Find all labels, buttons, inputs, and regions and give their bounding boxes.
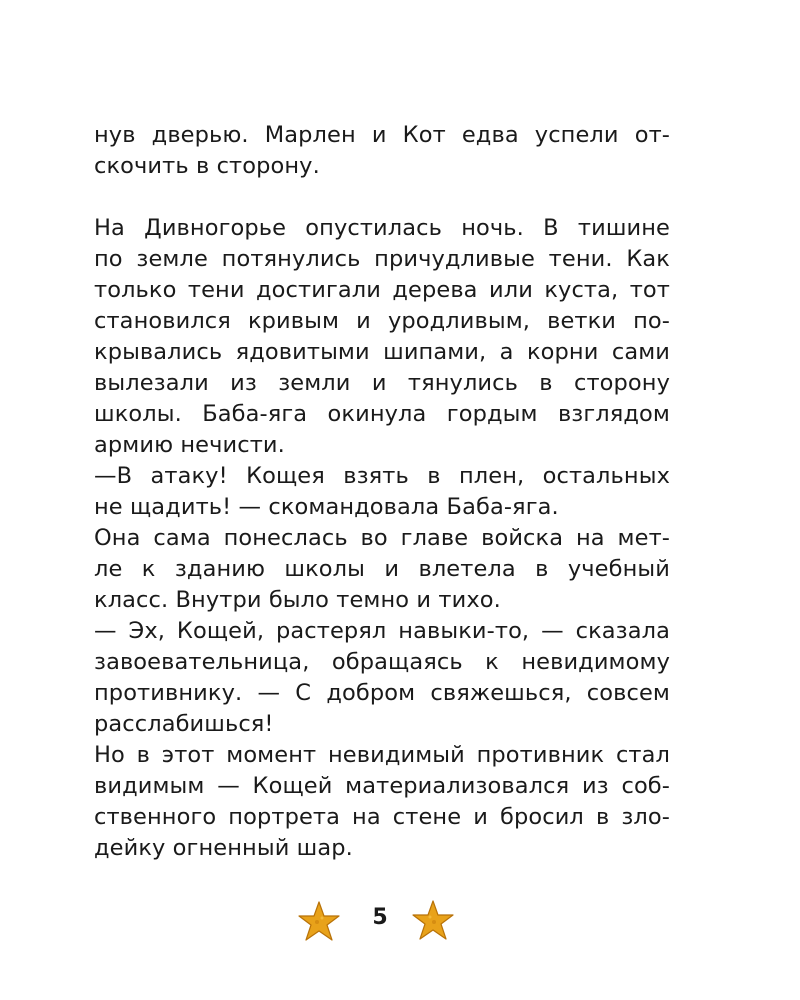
page-number: 5: [372, 905, 388, 930]
text-line: —В атаку! Кощея взять в плен, остальных: [94, 463, 670, 489]
text-line: На Дивногорье опустилась ночь. В тишине: [94, 215, 670, 241]
paragraph: [94, 461, 670, 523]
text-line: завоевательница, обращаясь к невидимому: [94, 649, 670, 675]
text-line: становился кривым и уродливым, ветки по-: [94, 308, 670, 334]
text-line: армию нечисти.: [94, 432, 285, 458]
text-line: только тени достигали дерева или куста, тот: [94, 277, 670, 303]
text-line: класс. Внутри было темно и тихо.: [94, 587, 501, 613]
text-line: школы. Баба-яга окинула гордым взглядом: [94, 401, 670, 427]
text-line: — Эх, Кощей, растерял навыки-то, — сказала: [94, 618, 670, 644]
paragraph: [94, 523, 670, 616]
text-line: Но в этот момент невидимый противник стал: [94, 742, 670, 768]
text-line: ственного портрета на стене и бросил в зло-: [94, 804, 670, 830]
text-line: расслабишься!: [94, 711, 274, 737]
star-icon: [411, 899, 455, 943]
paragraph: [94, 213, 670, 461]
paragraph: [94, 616, 670, 740]
text-line: противнику. — С добром свяжешься, совсем: [94, 680, 670, 706]
page-footer: [0, 893, 800, 949]
text-line: скочить в сторону.: [94, 153, 320, 179]
text-line: нув дверью. Марлен и Кот едва успели от-: [94, 122, 670, 148]
text-line: ле к зданию школы и влетела в учебный: [94, 556, 670, 582]
paragraph: [94, 120, 670, 182]
star-icon: [297, 900, 341, 944]
paragraph: [94, 740, 670, 864]
text-line: не щадить! — скомандовала Баба-яга.: [94, 494, 559, 520]
page-text: [94, 120, 670, 864]
text-line: по земле потянулись причудливые тени. Как: [94, 246, 670, 272]
text-line: Она сама понеслась во главе войска на мет-: [94, 525, 670, 551]
text-line: вылезали из земли и тянулись в сторону: [94, 370, 670, 396]
text-line: видимым — Кощей материализовался из соб-: [94, 773, 670, 799]
text-line: крывались ядовитыми шипами, а корни сами: [94, 339, 670, 365]
paragraph-gap: [94, 182, 670, 213]
text-line: дейку огненный шар.: [94, 835, 353, 861]
